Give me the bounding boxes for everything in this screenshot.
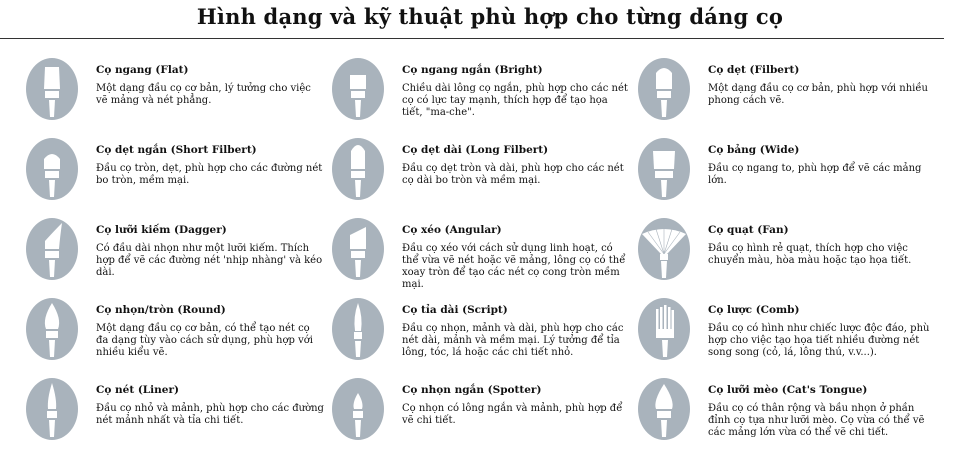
bright-brush-icon — [332, 58, 384, 120]
brush-item-spotter — [332, 372, 638, 452]
page-title: Hình dạng và kỹ thuật phù hợp cho từng dáng cọ — [196, 4, 784, 29]
brush-name: Cọ bảng (Wide) — [708, 144, 800, 156]
flat-brush-icon — [26, 58, 78, 120]
brush-item-script — [332, 292, 638, 372]
brush-description: Đầu cọ ngang to, phù hợp để vẽ các mảng lớn. — [708, 163, 922, 186]
brush-grid — [26, 52, 956, 452]
brush-description: Đầu cọ nhọn, mảnh và dài, phù hợp cho các nét dài, mảnh và mềm mại. Lý tưởng để tỉa lông, tóc, lá hoặc các chi tiết nhỏ. — [402, 323, 624, 358]
brush-name: Cọ lưỡi mèo (Cat's Tongue) — [708, 384, 868, 396]
brush-name: Cọ dẹt (Filbert) — [708, 64, 800, 76]
brush-name: Cọ tỉa dài (Script) — [402, 304, 508, 316]
brush-description: Đầu cọ hình rẻ quạt, thích hợp cho việc chuyển màu, hòa màu hoặc tạo họa tiết. — [708, 243, 912, 266]
spotter-brush-icon — [332, 378, 384, 440]
brush-item-dagger — [26, 212, 332, 292]
title-divider — [0, 38, 944, 39]
brush-description: Chiều dài lông cọ ngắn, phù hợp cho các nét cọ có lực tay mạnh, thích hợp để tạo họa tiết, "ma-che". — [402, 83, 628, 118]
long-filbert-brush-icon — [332, 138, 384, 200]
brush-item-wide — [638, 132, 944, 212]
brush-description: Một dạng đầu cọ cơ bản, phù hợp với nhiều phong cách vẽ. — [708, 83, 928, 106]
filbert-brush-icon — [638, 58, 690, 120]
brush-item-round — [26, 292, 332, 372]
brush-description: Đầu cọ có hình như chiếc lược độc đáo, phù hợp cho việc tạo họa tiết nhiều đường nét song song (cỏ, lá, lông thú, v.v...). — [708, 323, 930, 358]
brush-description: Đầu cọ nhỏ và mảnh, phù hợp cho các đường nét mảnh nhất và tỉa chi tiết. — [96, 403, 324, 426]
brush-item-flat — [26, 52, 332, 132]
brush-item-short-filbert — [26, 132, 332, 212]
angular-brush-icon — [332, 218, 384, 280]
brush-name: Cọ nét (Liner) — [96, 384, 179, 396]
brush-name: Cọ nhọn ngắn (Spotter) — [402, 384, 542, 396]
brush-item-cats-tongue — [638, 372, 944, 452]
brush-item-liner — [26, 372, 332, 452]
brush-item-long-filbert — [332, 132, 638, 212]
liner-brush-icon — [26, 378, 78, 440]
brush-item-comb — [638, 292, 944, 372]
script-brush-icon — [332, 298, 384, 360]
brush-name: Cọ quạt (Fan) — [708, 224, 789, 236]
brush-name: Cọ ngang ngắn (Bright) — [402, 64, 543, 76]
brush-description: Cọ nhọn có lông ngắn và mảnh, phù hợp để vẽ chi tiết. — [402, 403, 623, 426]
brush-name: Cọ nhọn/tròn (Round) — [96, 304, 226, 316]
brush-item-angular — [332, 212, 638, 292]
dagger-brush-icon — [26, 218, 78, 280]
brush-description: Có đầu dài nhọn như một lưỡi kiếm. Thích hợp để vẽ các đường nét 'nhịp nhàng' và kéo dài. — [96, 243, 323, 278]
brush-item-filbert — [638, 52, 944, 132]
comb-brush-icon — [638, 298, 690, 360]
brush-name: Cọ xéo (Angular) — [402, 224, 502, 236]
brush-description: Đầu cọ dẹt tròn và dài, phù hợp cho các nét cọ dài bo tròn và mềm mại. — [402, 163, 624, 186]
brush-name: Cọ ngang (Flat) — [96, 64, 189, 76]
brush-description: Đầu cọ có thân rộng và bầu nhọn ở phần đỉnh cọ tựa như lưỡi mèo. Cọ vừa có thể vẽ các mảng lớn vừa có thể vẽ chi tiết. — [708, 403, 925, 438]
brush-description: Đầu cọ xéo với cách sử dụng linh hoạt, có thể vừa vẽ nét hoặc vẽ mảng, lông cọ có thể xoay tròn để tạo các nét cọ cong tròn mềm mại. — [402, 243, 626, 290]
wide-brush-icon — [638, 138, 690, 200]
brush-name: Cọ dẹt dài (Long Filbert) — [402, 144, 549, 156]
short-filbert-brush-icon — [26, 138, 78, 200]
brush-description: Đầu cọ tròn, dẹt, phù hợp cho các đường nét bo tròn, mềm mại. — [96, 163, 323, 186]
brush-item-fan — [638, 212, 944, 292]
brush-name: Cọ lược (Comb) — [708, 304, 800, 316]
cats-tongue-brush-icon — [638, 378, 690, 440]
brush-description: Một dạng đầu cọ cơ bản, có thể tạo nét cọ đa dạng tùy vào cách sử dụng, phù hợp với nhiều kiểu vẽ. — [96, 323, 313, 358]
brush-item-bright — [332, 52, 638, 132]
brush-description: Một dạng đầu cọ cơ bản, lý tưởng cho việc vẽ mảng và nét phẳng. — [96, 83, 311, 106]
round-brush-icon — [26, 298, 78, 360]
brush-name: Cọ lưỡi kiếm (Dagger) — [96, 224, 227, 236]
brush-name: Cọ dẹt ngắn (Short Filbert) — [96, 144, 257, 156]
fan-brush-icon — [638, 218, 690, 280]
